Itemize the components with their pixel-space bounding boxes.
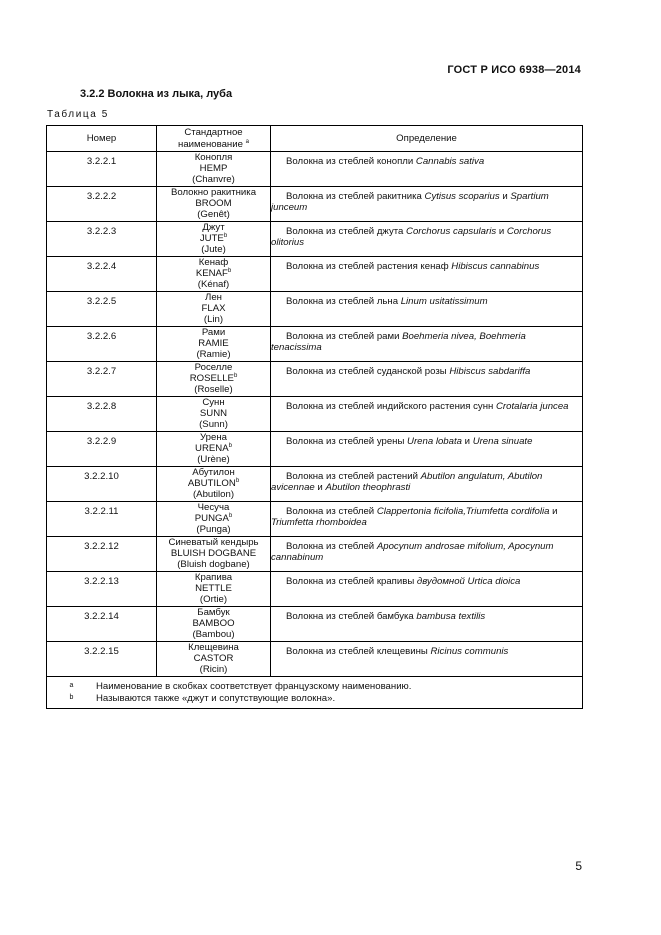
fiber-number: 3.2.2.15 — [47, 642, 157, 677]
fiber-name-en: BAMBOO — [192, 618, 235, 630]
fiber-standard-name — [157, 257, 271, 292]
fiber-number: 3.2.2.12 — [47, 537, 157, 572]
fiber-definition-text — [271, 471, 578, 493]
fiber-name-en: BROOM — [195, 198, 232, 210]
fiber-definition — [271, 397, 583, 432]
fiber-name-en: KENAF — [195, 268, 228, 280]
botanical-name: Linum usitatissimum — [400, 296, 488, 307]
fiber-name-fr: (Sunn) — [199, 419, 228, 431]
fiber-definition-text — [271, 191, 578, 213]
definition-segment: Волокна из стеблей — [286, 541, 377, 552]
fiber-name-fr: (Abutilon) — [192, 489, 235, 501]
fiber-name-en-line — [157, 443, 270, 454]
fiber-name-fr: (Ricin) — [199, 664, 228, 676]
fiber-definition-text — [271, 436, 578, 447]
footnote-mark: b — [69, 693, 74, 701]
fiber-standard-name — [157, 642, 271, 677]
fiber-definition-text — [271, 366, 578, 377]
fiber-name-ru: Клещевина — [188, 642, 239, 653]
fiber-name-fr: (Ortie) — [199, 594, 228, 606]
definition-segment: и — [499, 191, 511, 202]
fiber-name-fr: (Jute) — [201, 244, 226, 256]
page-number: 5 — [575, 859, 582, 873]
fiber-number: 3.2.2.13 — [47, 572, 157, 607]
fiber-name-en-line — [157, 618, 270, 629]
footnote-mark: а — [69, 682, 74, 689]
botanical-name: bambusa textilis — [416, 611, 486, 622]
header-definition: Определение — [271, 126, 583, 152]
table-row — [47, 432, 583, 467]
fiber-name-en: FLAX — [201, 303, 226, 315]
fiber-number: 3.2.2.6 — [47, 327, 157, 362]
fiber-name-en-line — [157, 408, 270, 419]
botanical-name: Cytisus scoparius — [424, 191, 500, 202]
footnote-text: Наименование в скобках соответствует французскому наименованию. — [96, 681, 412, 692]
fiber-definition — [271, 222, 583, 257]
botanical-name: Apocynum androsae mifolium, Apocynum cannabinum — [271, 541, 554, 564]
definition-segment: и — [461, 436, 473, 447]
fiber-name-en-line — [157, 233, 270, 244]
fiber-standard-name — [157, 432, 271, 467]
definition-segment: и — [314, 482, 326, 494]
fiber-definition-text — [271, 646, 578, 657]
fiber-name-en-line — [157, 478, 270, 489]
fiber-name-fr: (Bambou) — [192, 629, 235, 641]
fiber-name-en: URENA — [195, 443, 229, 455]
fiber-name-en: PUNGA — [194, 513, 229, 525]
fiber-number: 3.2.2.1 — [47, 152, 157, 187]
fiber-footnote-mark: b — [228, 513, 233, 520]
fiber-footnote-mark: b — [228, 443, 232, 450]
fiber-name-en-line — [157, 303, 270, 314]
fiber-footnote-mark: b — [235, 478, 240, 485]
fiber-name-ru: Роселле — [194, 362, 233, 373]
fiber-name-fr: (Punga) — [196, 524, 231, 536]
fiber-definition — [271, 257, 583, 292]
fiber-name-ru: Джут — [202, 222, 225, 233]
fiber-number: 3.2.2.10 — [47, 467, 157, 502]
fiber-number: 3.2.2.8 — [47, 397, 157, 432]
botanical-name: Urena sinuate — [472, 436, 533, 447]
fiber-definition — [271, 362, 583, 397]
fiber-definition — [271, 187, 583, 222]
table-row — [47, 362, 583, 397]
definition-segment: Волокна из стеблей — [286, 506, 377, 517]
fiber-standard-name — [157, 292, 271, 327]
botanical-name: Hibiscus sabdariffa — [449, 366, 531, 377]
fiber-name-en: CASTOR — [193, 653, 234, 665]
fiber-name-fr: (Lin) — [203, 314, 224, 326]
fiber-name-ru: Бамбук — [197, 607, 230, 618]
fiber-name-en: ABUTILON — [187, 478, 236, 490]
fiber-name-ru: Рами — [201, 327, 226, 338]
fiber-name-en-line — [157, 268, 270, 279]
botanical-name: Corchorus capsularis — [406, 226, 497, 237]
fiber-standard-name — [157, 187, 271, 222]
table-row — [47, 607, 583, 642]
botanical-name: Abutilon angulatum, Abutilon avicennae — [271, 471, 543, 494]
fiber-name-ru: Конопля — [194, 152, 233, 163]
table-row — [47, 292, 583, 327]
fiber-definition-text — [271, 541, 578, 563]
botanical-name: Triumfetta rhomboidea — [271, 517, 367, 529]
footnote — [47, 681, 582, 693]
botanical-name: Clappertonia ficifolia,Triumfetta cordifolia — [376, 506, 550, 517]
table-row — [47, 222, 583, 257]
fiber-definition — [271, 642, 583, 677]
table-row — [47, 152, 583, 187]
fiber-name-ru: Урена — [200, 432, 227, 443]
botanical-name: Urtica dioica — [467, 576, 521, 587]
fiber-name-en-line — [157, 513, 270, 524]
fiber-number: 3.2.2.2 — [47, 187, 157, 222]
fiber-name-en: JUTE — [199, 233, 224, 245]
botanical-name: Boehmeria nivea, Boehmeria tenacissima — [271, 331, 526, 354]
fiber-definition — [271, 432, 583, 467]
fiber-name-en: BLUISH DOGBANE — [170, 548, 257, 560]
table-row — [47, 467, 583, 502]
table-row — [47, 187, 583, 222]
definition-segment: Волокна из стеблей крапивы — [286, 576, 417, 587]
fiber-definition-text — [271, 226, 578, 248]
table-row — [47, 537, 583, 572]
fiber-name-en: NETTLE — [195, 583, 232, 595]
fiber-definition — [271, 502, 583, 537]
table-row — [47, 327, 583, 362]
definition-segment: и — [549, 506, 558, 517]
botanical-name: Hibiscus cannabinus — [451, 261, 540, 272]
header-name-line2: наименование — [178, 138, 243, 150]
fibers-table — [46, 125, 583, 709]
fiber-standard-name — [157, 152, 271, 187]
fiber-definition-text — [271, 296, 578, 307]
botanical-name: Spartium junceum — [271, 191, 549, 214]
definition-segment: Волокна из стеблей рами — [286, 331, 403, 342]
fiber-number: 3.2.2.7 — [47, 362, 157, 397]
table-row — [47, 572, 583, 607]
fiber-name-ru: Крапива — [194, 572, 233, 583]
fiber-name-fr: (Urène) — [197, 454, 230, 466]
definition-segment: Волокна из стеблей ракитника — [286, 191, 425, 202]
fiber-number: 3.2.2.11 — [47, 502, 157, 537]
definition-segment: Волокна из стеблей растения кенаф — [286, 261, 452, 272]
fiber-name-en-line — [157, 548, 270, 559]
fiber-name-en-line — [157, 373, 270, 384]
fiber-name-en: RAMIE — [198, 338, 229, 350]
header-footnote-mark: а — [245, 138, 249, 145]
definition-segment: Волокна из стеблей конопли — [286, 156, 416, 167]
fiber-definition — [271, 327, 583, 362]
fiber-name-ru: Сунн — [202, 397, 225, 408]
header-standard-name — [157, 126, 271, 152]
fiber-definition-text — [271, 156, 578, 167]
footnotes-row — [47, 677, 583, 709]
fiber-name-en: HEMP — [199, 163, 228, 175]
fiber-name-ru: Чесуча — [197, 502, 230, 513]
botanical-name: Crotalaria juncea — [495, 401, 569, 412]
fiber-name-ru: Абутилон — [192, 467, 235, 478]
fiber-name-fr: (Bluish dogbane) — [177, 559, 250, 571]
definition-segment: Волокна из стеблей индийского растения сунн — [286, 401, 496, 412]
document-standard-header: ГОСТ Р ИСО 6938—2014 — [447, 64, 581, 76]
fiber-name-ru: Кенаф — [198, 257, 229, 268]
definition-segment: и — [496, 226, 507, 237]
fiber-name-fr: (Ramie) — [196, 349, 231, 361]
fiber-standard-name — [157, 607, 271, 642]
fiber-definition-text — [271, 506, 578, 528]
definition-segment: Волокна из стеблей льна — [286, 296, 401, 307]
fiber-standard-name — [157, 467, 271, 502]
fiber-name-fr: (Roselle) — [194, 384, 233, 396]
fiber-definition — [271, 572, 583, 607]
fiber-name-en-line — [157, 338, 270, 349]
fiber-definition-text — [271, 331, 578, 353]
fiber-definition — [271, 537, 583, 572]
header-name-line1: Стандартное — [184, 127, 243, 139]
botanical-name: Corchorus olitorius — [271, 226, 552, 249]
fiber-number: 3.2.2.9 — [47, 432, 157, 467]
table-row — [47, 397, 583, 432]
fiber-footnote-mark: b — [233, 373, 238, 380]
botanical-name: Urena lobata — [407, 436, 462, 447]
table-row — [47, 642, 583, 677]
table-header-row — [47, 126, 583, 152]
table-row — [47, 502, 583, 537]
fiber-footnote-mark: b — [223, 233, 228, 240]
fiber-name-fr: (Chanvre) — [192, 174, 235, 186]
fiber-name-en: SUNN — [199, 408, 228, 420]
fiber-definition-text — [271, 576, 578, 587]
fiber-name-ru: Лен — [205, 292, 222, 303]
botanical-name: Cannabis sativa — [415, 156, 485, 167]
botanical-name: Abutilon theophrasti — [325, 482, 411, 494]
fiber-name-en-line — [157, 653, 270, 664]
section-title: 3.2.2 Волокна из лыка, луба — [80, 88, 233, 100]
fiber-definition — [271, 292, 583, 327]
footnote-text: Называются также «джут и сопутствующие волокна». — [96, 692, 336, 704]
botanical-name: двудомной — [416, 576, 465, 587]
fiber-standard-name — [157, 537, 271, 572]
fiber-definition-text — [271, 261, 578, 272]
fiber-standard-name — [157, 222, 271, 257]
definition-segment: Волокна из стеблей джута — [286, 226, 407, 237]
fiber-name-en-line — [157, 198, 270, 209]
fiber-standard-name — [157, 572, 271, 607]
definition-segment: Волокна из стеблей клещевины — [286, 646, 431, 657]
table-label: Таблица 5 — [47, 109, 109, 120]
fiber-name-ru: Волокно ракитника — [170, 187, 257, 198]
fiber-name-en-line — [157, 163, 270, 174]
fiber-number: 3.2.2.14 — [47, 607, 157, 642]
fiber-definition — [271, 152, 583, 187]
definition-segment: Волокна из стеблей бамбука — [286, 611, 417, 622]
definition-segment: Волокна из стеблей растений — [286, 471, 421, 482]
footnote — [47, 693, 582, 705]
fiber-name-en-line — [157, 583, 270, 594]
definition-segment: Волокна из стеблей урены — [286, 436, 408, 447]
botanical-name: Ricinus communis — [430, 646, 509, 657]
fiber-definition-text — [271, 611, 578, 622]
definition-segment: Волокна из стеблей суданской розы — [286, 366, 450, 377]
fiber-number: 3.2.2.3 — [47, 222, 157, 257]
fiber-name-en: ROSELLE — [189, 373, 234, 385]
table-row — [47, 257, 583, 292]
fiber-standard-name — [157, 502, 271, 537]
fiber-standard-name — [157, 327, 271, 362]
fiber-standard-name — [157, 362, 271, 397]
header-number: Номер — [47, 126, 157, 152]
fiber-name-fr: (Kénaf) — [197, 279, 230, 291]
fiber-name-fr: (Genêt) — [197, 209, 230, 221]
fiber-definition — [271, 467, 583, 502]
fiber-name-ru: Синеватый кендырь — [168, 537, 259, 548]
fiber-definition-text — [271, 401, 578, 412]
fiber-footnote-mark: b — [227, 268, 232, 275]
fiber-number: 3.2.2.4 — [47, 257, 157, 292]
fiber-definition — [271, 607, 583, 642]
fiber-number: 3.2.2.5 — [47, 292, 157, 327]
fiber-standard-name — [157, 397, 271, 432]
footnotes-cell — [47, 677, 583, 709]
